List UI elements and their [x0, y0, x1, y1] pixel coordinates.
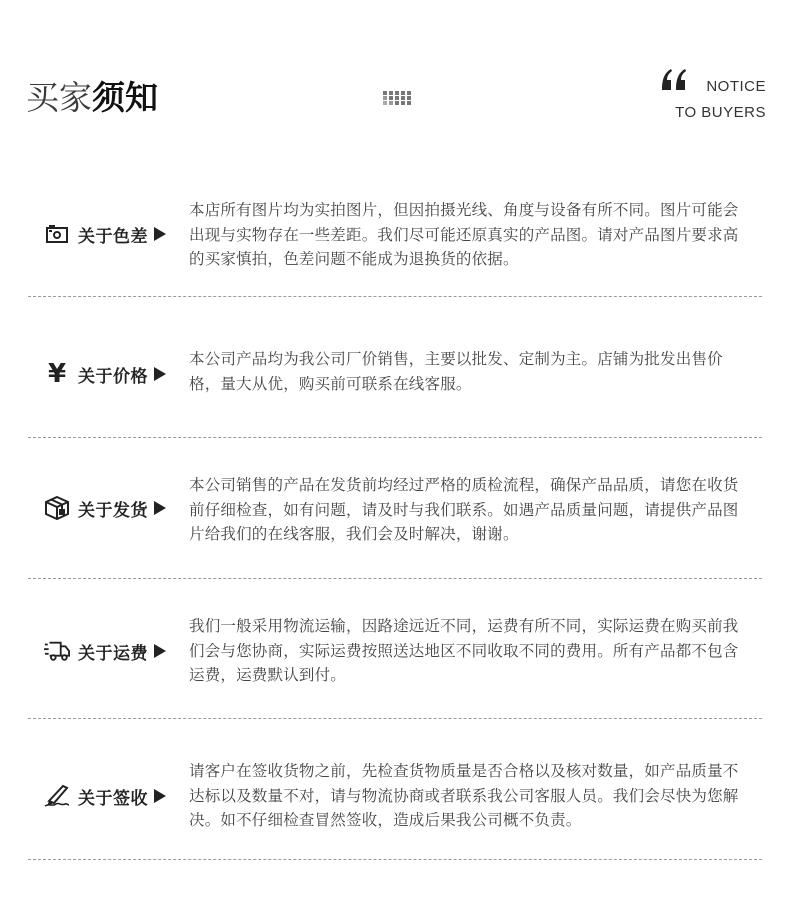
divider — [28, 578, 762, 579]
dots-decoration-icon — [383, 91, 411, 105]
section-label: 关于色差 — [78, 226, 148, 247]
arrow-right-icon — [154, 789, 166, 803]
divider — [28, 859, 762, 860]
signature-pen-icon — [44, 783, 70, 809]
header — [0, 0, 790, 150]
section-label: 关于签收 — [78, 788, 148, 809]
section-label: 关于发货 — [78, 500, 148, 521]
arrow-right-icon — [154, 367, 166, 381]
arrow-right-icon — [154, 501, 166, 515]
section-text: 本公司产品均为我公司厂价销售，主要以批发、定制为主。店铺为批发出售价格，量大从优，购买前可联系在线客服。 — [189, 350, 723, 393]
camera-icon — [44, 221, 70, 247]
section-freight — [28, 614, 762, 694]
section-text: 我们一般采用物流运输，因路途远近不同，运费有所不同，实际运费在购买前我们会与您协商，实际运费按照送达地区不同收取不同的费用。所有产品都不包含运费，运费默认到付。 — [189, 617, 739, 684]
section-color-difference — [28, 198, 762, 278]
arrow-right-icon — [154, 644, 166, 658]
notice-text — [675, 74, 766, 126]
title-bold: 须知 — [92, 78, 158, 117]
section-label: 关于价格 — [78, 366, 148, 387]
section-receipt — [28, 759, 762, 839]
section-text: 本公司销售的产品在发货前均经过严格的质检流程，确保产品品质，请您在收货前仔细检查，如有问题，请及时与我们联系。如遇产品质量问题，请提供产品图片给我们的在线客服，我们会及时解决，谢谢。 — [189, 476, 739, 543]
section-label: 关于运费 — [78, 643, 148, 664]
divider — [28, 718, 762, 719]
section-shipping — [28, 473, 762, 553]
section-text: 请客户在签收货物之前，先检查货物质量是否合格以及核对数量，如产品质量不达标以及数量不对，请与物流协商或者联系我公司客服人员。我们会尽快为您解决。如不仔细检查冒然签收，造成后果我公司概不负责。 — [189, 762, 739, 829]
divider — [28, 437, 762, 438]
title-light: 买家 — [26, 78, 92, 117]
notice-line-2: TO BUYERS — [675, 104, 766, 121]
divider — [28, 296, 762, 297]
package-icon — [44, 495, 70, 521]
section-price — [28, 347, 762, 407]
section-text: 本店所有图片均为实拍图片，但因拍摄光线、角度与设备有所不同。图片可能会出现与实物存在一些差距。我们尽可能还原真实的产品图。请对产品图片要求高的买家慎拍，色差问题不能成为退换货的依据。 — [189, 201, 739, 268]
notice-line-1: NOTICE — [706, 78, 766, 95]
arrow-right-icon — [154, 227, 166, 241]
page-title — [26, 78, 158, 118]
truck-icon — [44, 638, 70, 664]
yen-icon: ¥ — [47, 359, 67, 389]
